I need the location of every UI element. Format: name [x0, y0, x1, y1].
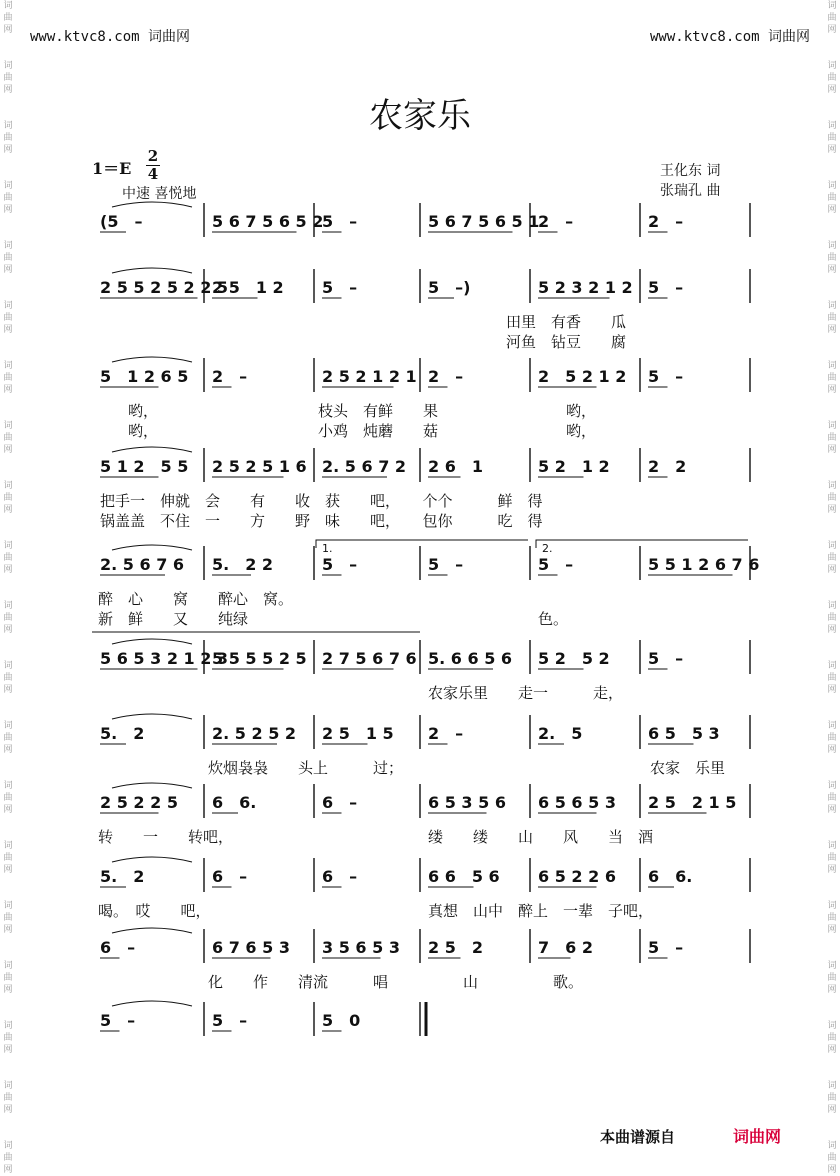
- watermark-text: 词 曲 网: [3, 481, 13, 515]
- lyric-line-1: 醉 心 窝 醉心 窝。: [98, 590, 294, 608]
- lyric-line-1: 缕 缕 山 风 当 酒: [428, 828, 654, 846]
- watermark-text: 词 曲 网: [827, 1081, 837, 1115]
- watermark-text: 词 曲 网: [827, 601, 837, 635]
- footer: [600, 1124, 781, 1147]
- measure-notes: 6 5 2 2 6: [538, 867, 616, 886]
- measure-notes: 5 –: [648, 938, 684, 957]
- volta-bracket-2: [536, 540, 748, 548]
- lyric-line-1: 炊烟袅袅 头上 过；: [208, 759, 404, 777]
- measure-notes: 2 2: [648, 457, 687, 476]
- measure-notes: 2 5 2 1 2 1: [322, 367, 417, 386]
- measure-notes: 5 –: [538, 555, 574, 574]
- slur-arc: [112, 268, 192, 273]
- lyric-line-2: 色。: [538, 610, 569, 628]
- tempo-marking: 中速 喜悦地: [122, 186, 197, 202]
- watermark-text: 词 曲 网: [827, 841, 837, 875]
- watermark-text: 词 曲 网: [827, 241, 837, 275]
- measure-notes: 5 5 1 2 6 7 6: [648, 555, 760, 574]
- measure-notes: 2 5 2 2 5: [100, 793, 178, 812]
- measure-notes: 2 5 2 1 5: [648, 793, 737, 812]
- measure-notes: 6 6.: [648, 867, 693, 886]
- measure-notes: 2 –: [428, 724, 464, 743]
- measure-notes: 5 0: [322, 1011, 361, 1030]
- measure-notes: 6 7 6 5 3: [212, 938, 290, 957]
- volta-label-2: 2.: [542, 542, 553, 555]
- composer-credit: 张瑞孔 曲: [660, 183, 721, 199]
- measure-notes: 2 5 2: [428, 938, 483, 957]
- measure-notes: 5 –: [322, 278, 358, 297]
- lyric-line-1: 农家 乐里: [650, 759, 726, 777]
- lyric-line-1: 化 作 清流 唱 山 歌。: [208, 973, 584, 991]
- measure-notes: 6 –: [322, 867, 358, 886]
- measure-notes: 2. 5 2 5 2: [212, 724, 297, 743]
- lyric-line-2: 锅盖盖 不住 一 方 野 味 吧， 包你 吃 得: [100, 512, 543, 530]
- watermark-text: 词 曲 网: [827, 1021, 837, 1055]
- watermark-text: 词 曲 网: [827, 121, 837, 155]
- watermark-text: 词 曲 网: [3, 961, 13, 995]
- measure-notes: 6 5 5 3: [648, 724, 720, 743]
- slur-arc: [112, 857, 192, 862]
- lyric-line-2: 小鸡 炖蘑 菇: [318, 422, 439, 440]
- watermark-text: 词 曲 网: [827, 301, 837, 335]
- measure-notes: 2 5 5 2 5 2 2 5: [100, 278, 229, 297]
- measure-notes: 6 5 6 5 3: [538, 793, 616, 812]
- watermark-text: 词 曲 网: [827, 661, 837, 695]
- site-url-left[interactable]: www.ktvc8.com 词曲网: [30, 29, 191, 45]
- lyric-line-1: 田里 有香 瓜: [506, 313, 627, 331]
- measure-notes: 5. 2: [100, 724, 145, 743]
- measure-notes: 2 –: [648, 212, 684, 231]
- footer-brand-link[interactable]: 词曲网: [733, 1127, 782, 1146]
- measure-notes: 2 6 1: [428, 457, 483, 476]
- watermark-text: 词 曲 网: [827, 1141, 837, 1175]
- meter-bottom: 4: [147, 165, 159, 183]
- measure-notes: 2 5 1 2: [212, 278, 284, 297]
- measure-notes: 2 5 2 5 1 6: [212, 457, 307, 476]
- watermark-text: 词 曲 网: [3, 181, 13, 215]
- lyric-line-1: 枝头 有鲜 果: [318, 402, 439, 420]
- measure-notes: 5 2 5 2: [538, 649, 610, 668]
- measure-notes: 2 –: [212, 367, 248, 386]
- measure-notes: 2. 5 6 7 6: [100, 555, 185, 574]
- lyric-line-1: 农家乐里 走一 走，: [428, 684, 624, 702]
- measure-notes: 6 5 3 5 6: [428, 793, 506, 812]
- watermark-text: 词 曲 网: [827, 781, 837, 815]
- lyric-line-1: 真想 山中 醉上 一辈 子吧，: [428, 902, 654, 920]
- measure-notes: 5 1 2 6 5: [100, 367, 189, 386]
- lyric-line-2: 哟，: [128, 422, 159, 440]
- measure-notes: 2. 5 6 7 2: [322, 457, 407, 476]
- slur-arc: [112, 639, 192, 644]
- volta-label-1: 1.: [322, 542, 333, 555]
- footer-source: 本曲谱源自: [600, 1128, 676, 1146]
- watermark-text: 词 曲 网: [827, 961, 837, 995]
- measure-notes: 5 5 5 5 2 5: [212, 649, 307, 668]
- watermark-text: 词 曲 网: [827, 61, 837, 95]
- watermark-text: 词 曲 网: [3, 421, 13, 455]
- watermark-text: 词 曲 网: [3, 781, 13, 815]
- lyric-line-2: 哟，: [566, 422, 597, 440]
- slur-arc: [112, 783, 192, 788]
- site-url-right[interactable]: www.ktvc8.com 词曲网: [649, 29, 810, 45]
- lyricist-credit: 王化东 词: [660, 163, 721, 179]
- lyric-line-1: 把手一 伸就 会 有 收 获 吧， 个个 鲜 得: [100, 492, 543, 510]
- measure-notes: 5 –: [428, 555, 464, 574]
- measure-notes: 5 1 2 5 5: [100, 457, 189, 476]
- watermark-text: 词 曲 网: [827, 1, 837, 35]
- watermark-text: 词 曲 网: [827, 901, 837, 935]
- watermark-text: 词 曲 网: [3, 1081, 13, 1115]
- watermark-text: 词 曲 网: [827, 541, 837, 575]
- measure-notes: 5 –: [648, 367, 684, 386]
- measure-notes: 5 –: [648, 278, 684, 297]
- watermark-text: 词 曲 网: [3, 61, 13, 95]
- measure-notes: 5 2 3 2 1 2: [538, 278, 633, 297]
- watermark-text: 词 曲 网: [3, 841, 13, 875]
- watermark-text: 词 曲 网: [827, 421, 837, 455]
- meter-top: 2: [147, 147, 159, 165]
- measure-notes: 5 6 7 5 6 5 1: [428, 212, 540, 231]
- measure-notes: 5 –: [100, 1011, 136, 1030]
- measure-notes: 5 6 7 5 6 5 2: [212, 212, 324, 231]
- lyric-line-1: 转 一 转吧，: [98, 828, 234, 846]
- watermark-text: 词 曲 网: [3, 1, 13, 35]
- slur-arc: [112, 357, 192, 362]
- measure-notes: 2 –: [428, 367, 464, 386]
- watermark-text: 词 曲 网: [3, 661, 13, 695]
- watermark-text: 词 曲 网: [827, 181, 837, 215]
- slur-arc: [112, 714, 192, 719]
- key-signature: 1＝E: [92, 159, 132, 178]
- watermark-text: 词 曲 网: [3, 721, 13, 755]
- measure-notes: 2 7 5 6 7 6: [322, 649, 417, 668]
- volta-bracket-1: [316, 540, 528, 548]
- slur-arc: [112, 545, 192, 550]
- slur-arc: [112, 928, 192, 933]
- watermark-text: 词 曲 网: [3, 301, 13, 335]
- watermark-text: 词 曲 网: [3, 901, 13, 935]
- measure-notes: 5. 6 6 5 6: [428, 649, 513, 668]
- measure-notes: 2 5 2 1 2: [538, 367, 627, 386]
- watermark-text: 词 曲 网: [827, 481, 837, 515]
- measure-notes: 5 6 5 3 2 1 2 3: [100, 649, 229, 668]
- slur-arc: [112, 447, 192, 452]
- watermark-text: 词 曲 网: [827, 721, 837, 755]
- measure-notes: 6 6 5 6: [428, 867, 500, 886]
- measure-notes: 3 5 6 5 3: [322, 938, 400, 957]
- watermark-text: 词 曲 网: [3, 361, 13, 395]
- measure-notes: (5 –: [100, 212, 143, 231]
- watermark-text: 词 曲 网: [3, 601, 13, 635]
- page-title: 农家乐: [369, 96, 471, 136]
- measure-notes: 6 6.: [212, 793, 257, 812]
- watermark-text: 词 曲 网: [3, 1021, 13, 1055]
- measure-notes: 6 –: [100, 938, 136, 957]
- lyric-line-2: 河鱼 钻豆 腐: [506, 333, 627, 351]
- slur-arc: [112, 202, 192, 207]
- watermark-text: 词 曲 网: [827, 361, 837, 395]
- watermark-text: 词 曲 网: [3, 541, 13, 575]
- lyric-line-1: 喝。 哎 吧，: [98, 902, 211, 920]
- measure-notes: 2 –: [538, 212, 574, 231]
- watermark-text: 词 曲 网: [3, 241, 13, 275]
- measure-notes: 2 5 1 5: [322, 724, 394, 743]
- slur-arc: [112, 1001, 192, 1006]
- measure-notes: 5 –: [322, 555, 358, 574]
- lyric-line-2: 新 鲜 又 纯绿: [98, 610, 249, 628]
- watermark-text: 词 曲 网: [3, 121, 13, 155]
- measure-notes: 5 –: [322, 212, 358, 231]
- measure-notes: 5 –: [648, 649, 684, 668]
- measure-notes: 5 2 1 2: [538, 457, 610, 476]
- lyric-line-1: 哟，: [128, 402, 159, 420]
- watermark-text: 词 曲 网: [3, 1141, 13, 1175]
- lyric-line-1: 哟，: [566, 402, 597, 420]
- measure-notes: 7 6 2: [538, 938, 593, 957]
- measure-notes: 5. 2 2: [212, 555, 274, 574]
- measure-notes: 5 –: [212, 1011, 248, 1030]
- measure-notes: 5. 2: [100, 867, 145, 886]
- measure-notes: 6 –: [212, 867, 248, 886]
- measure-notes: 2. 5: [538, 724, 583, 743]
- measure-notes: 5 –): [428, 278, 471, 297]
- measure-notes: 6 –: [322, 793, 358, 812]
